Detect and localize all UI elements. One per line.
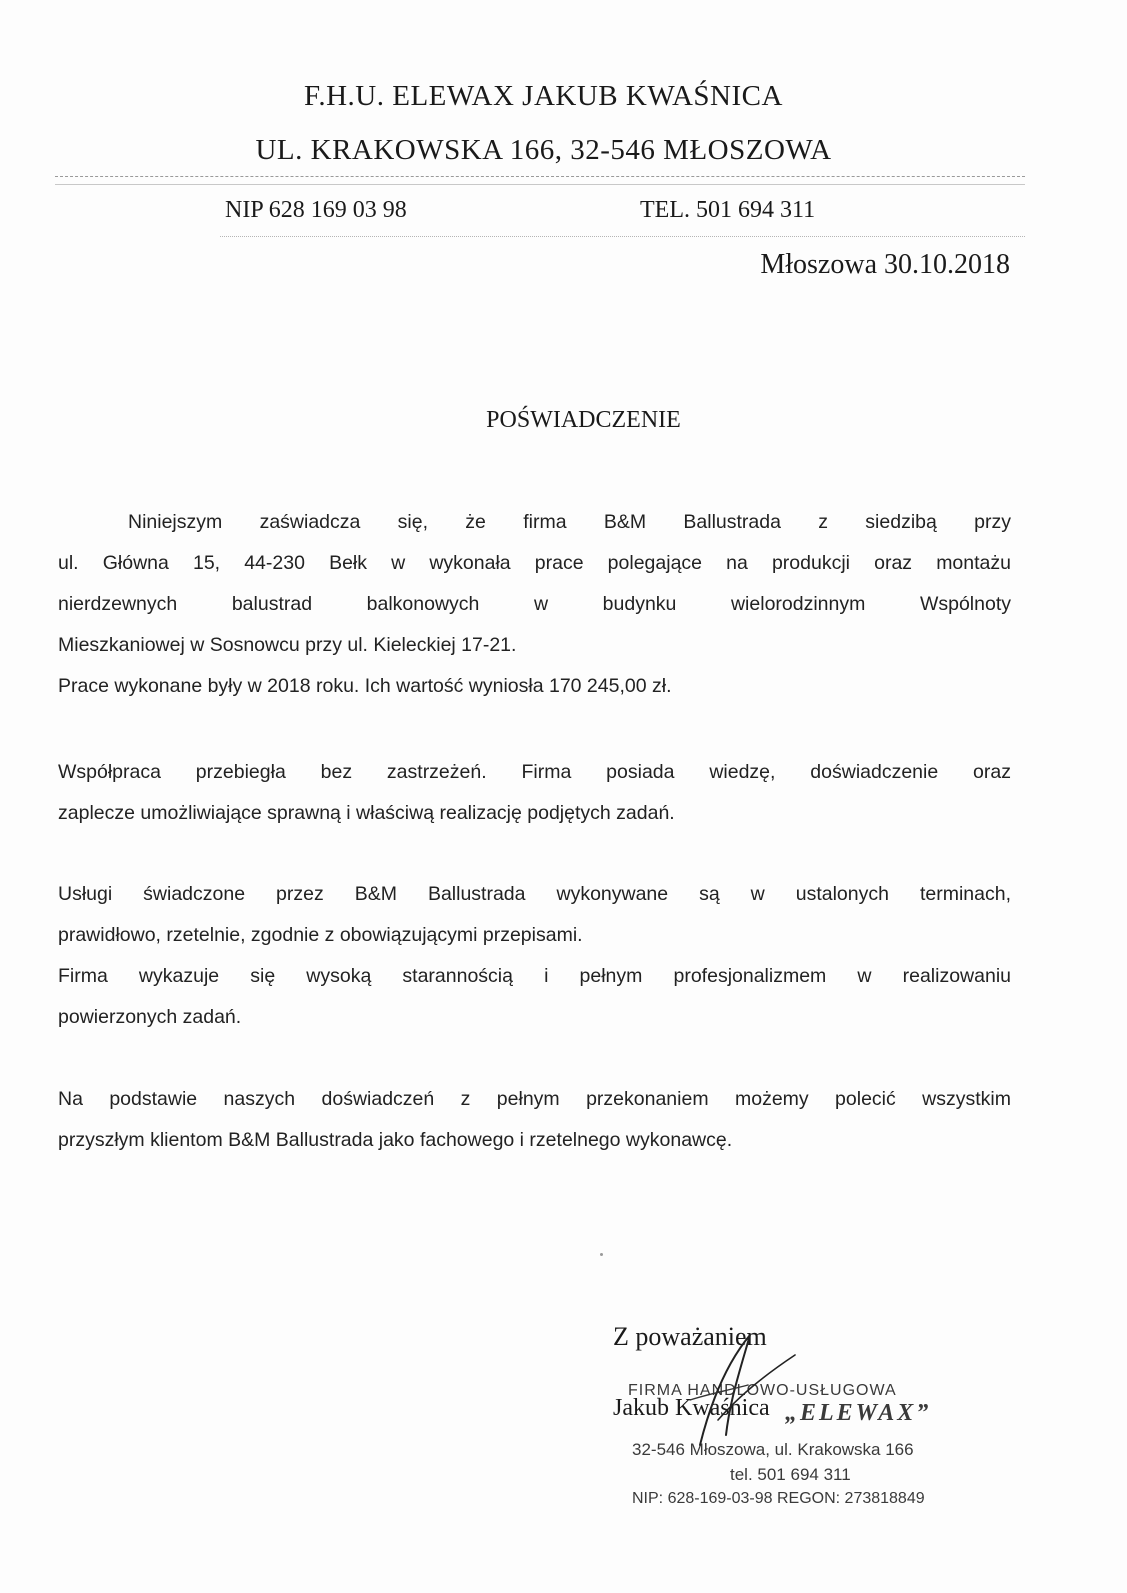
paragraph-2 [58,752,1011,834]
paragraph-line: Usługi świadczone przez B&M Ballustrada wykonywane są w ustalonych terminach, [58,883,1011,905]
paragraph-1 [58,502,1011,707]
stamp-phone: tel. 501 694 311 [730,1465,851,1484]
paragraph-line: Na podstawie naszych doświadczeń z pełnym przekonaniem możemy polecić wszystkim [58,1088,1011,1110]
company-phone: TEL. 501 694 311 [640,197,816,223]
company-address: UL. KRAKOWSKA 166, 32-546 MŁOSZOWA [255,134,832,166]
stamp-tax-ids: NIP: 628-169-03-98 REGON: 273818849 [632,1490,925,1507]
header-divider-secondary [55,184,1025,185]
paragraph-line: zaplecze umożliwiające sprawną i właściwą realizację podjętych zadań. [58,802,675,824]
header-divider [55,176,1025,177]
paragraph-line: Firma wykazuje się wysoką starannością i pełnym profesjonalizmem w realizowaniu [58,965,1011,987]
place-and-date: Młoszowa 30.10.2018 [760,249,1010,280]
paragraph-line: prawidłowo, rzetelnie, zgodnie z obowiązującymi przepisami. [58,924,583,946]
company-name: F.H.U. ELEWAX JAKUB KWAŚNICA [304,80,783,112]
stamp-company-name: „ELEWAX” [785,1400,932,1426]
paragraph-line: nierdzewnych balustrad balkonowych w budynku wielorodzinnym Wspólnoty [58,593,1011,615]
contact-divider [220,236,1025,237]
stamp-address: 32-546 Młoszowa, ul. Krakowska 166 [632,1440,914,1459]
paragraph-4 [58,1079,1011,1161]
paragraph-line: Prace wykonane były w 2018 roku. Ich wartość wyniosła 170 245,00 zł. [58,675,672,697]
scan-speck [600,1253,603,1256]
handwritten-signature [630,1325,830,1455]
paragraph-line: powierzonych zadań. [58,1006,242,1028]
paragraph-line: ul. Główna 15, 44-230 Bełk w wykonała prace polegające na produkcji oraz montażu [58,552,1011,574]
paragraph-3 [58,874,1011,1038]
closing-greeting: Z poważaniem [613,1322,767,1351]
paragraph-line: Mieszkaniowej w Sosnowcu przy ul. Kieleckiej 17-21. [58,634,517,656]
paragraph-line: Niniejszym zaświadcza się, że firma B&M Ballustrada z siedzibą przy [128,511,1011,533]
company-nip: NIP 628 169 03 98 [225,197,407,223]
paragraph-line: Współpraca przebiegła bez zastrzeżeń. Firma posiada wiedzę, doświadczenie oraz [58,761,1011,783]
document-title: POŚWIADCZENIE [486,407,681,433]
paragraph-line: przyszłym klientom B&M Ballustrada jako fachowego i rzetelnego wykonawcę. [58,1129,733,1151]
stamp-company-type: FIRMA HANDLOWO-USŁUGOWA [628,1382,897,1399]
signer-name: Jakub Kwaśnica [613,1395,770,1421]
